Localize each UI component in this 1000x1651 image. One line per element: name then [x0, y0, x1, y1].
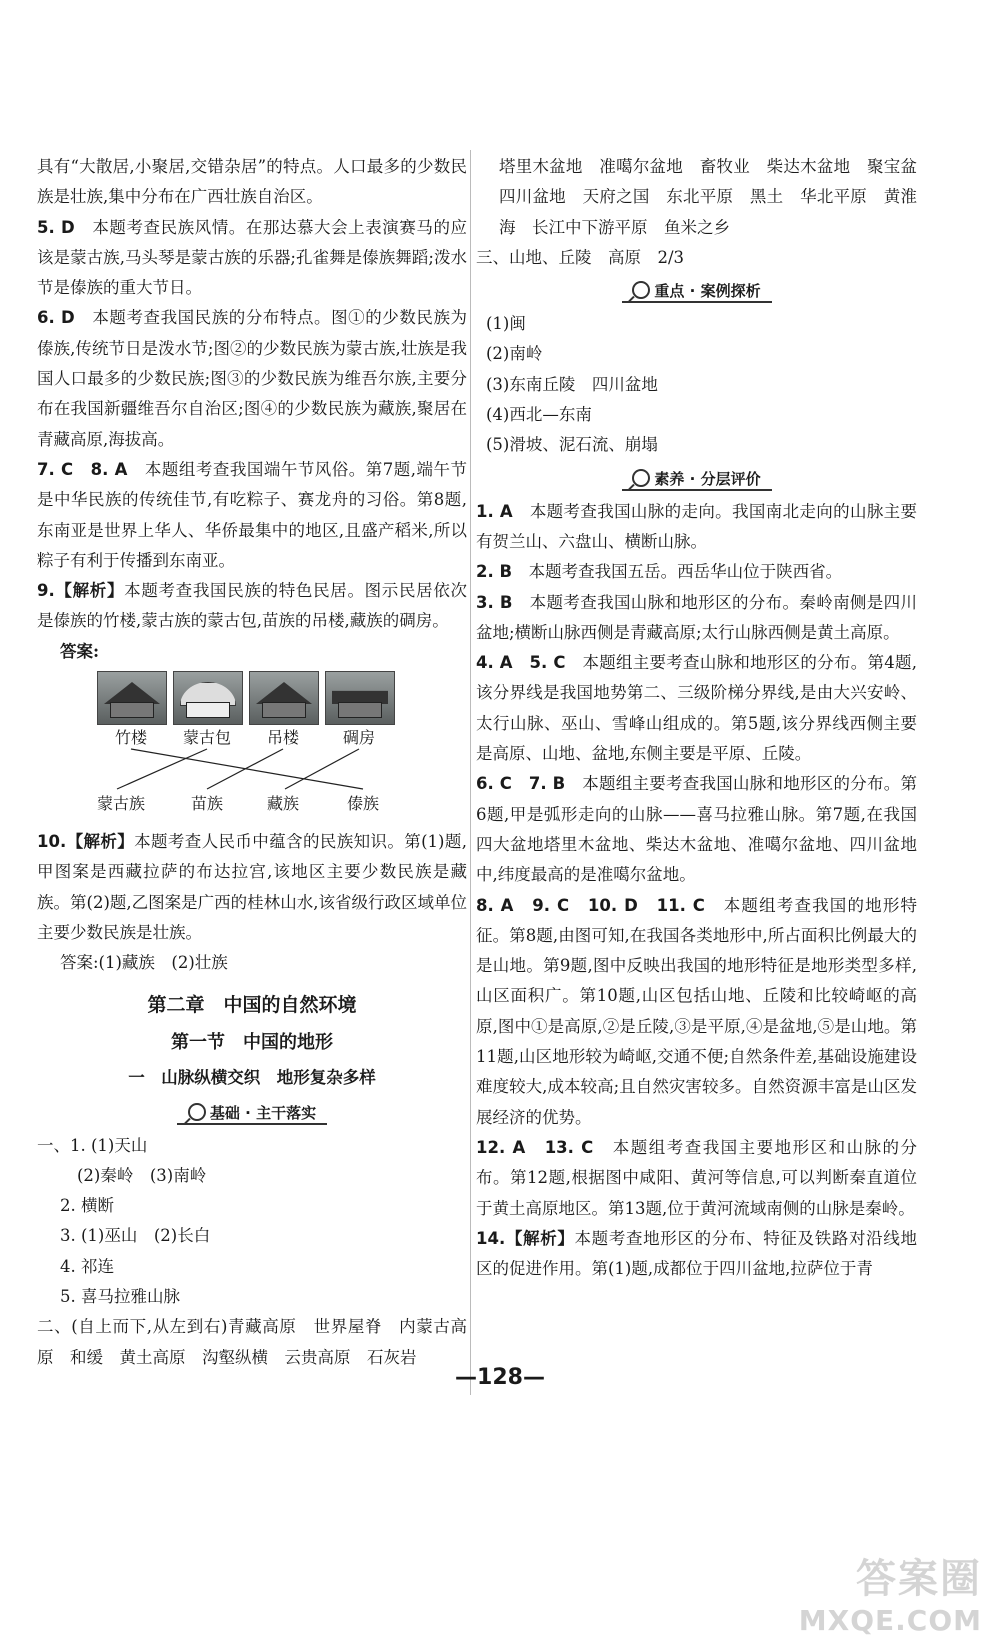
section-tag-basic: [37, 1099, 467, 1125]
ethnic-label-1: 蒙古族: [97, 794, 146, 814]
basic-answer-5: 5. 喜马拉雅山脉: [60, 1287, 180, 1307]
answer-7-8-text: 本题组考查我国端午节风俗。第7题,端午节是中华民族的传统佳节,有吃粽子、赛龙舟的习俗。第8题,东南亚是世界上华人、华侨最集中的地区,且盛产稻米,所以粽子有利于传播到东南亚。: [37, 459, 468, 570]
answer-5-text: 本题考查民族风情。在那达慕大会上表演赛马的应该是蒙古族,马头琴是蒙古族的乐器;孔雀舞是傣族舞蹈;泼水节是傣族的重大节日。: [37, 217, 467, 298]
watermark-line1: 答案圈: [856, 1556, 982, 1602]
section-tag-case-label: 重点 · 案例探析: [654, 282, 761, 301]
basic-answer-4: 4. 祁连: [60, 1256, 114, 1276]
section-tag-case: [476, 277, 917, 303]
answer-10-result: 答案:(1)藏族 (2)壮族: [60, 953, 228, 973]
answer-9-number: 9.【解析】: [37, 581, 125, 601]
basic-answer-part2: 二、(自上而下,从左到右)青藏高原 世界屋脊 内蒙古高原 和缓 黄土高原 沟壑纵横 云贵高原 石灰岩: [37, 1317, 467, 1367]
dwelling-label-1: 竹楼: [115, 728, 148, 748]
left-column: [37, 152, 467, 1373]
answer-6-number: 6. D: [37, 308, 75, 328]
basic-answer-part3: 三、山地、丘陵 高原 2/3: [476, 247, 685, 267]
dwelling-label-3: 吊楼: [267, 728, 300, 748]
answer-9-label: 答案:: [60, 641, 100, 661]
eval-answer-8-11: [476, 891, 917, 1133]
dwelling-label-2: 蒙古包: [183, 728, 232, 748]
page-number: —128—: [455, 1365, 545, 1390]
answer-6: [37, 303, 467, 454]
section-title: 第一节 中国的地形: [171, 1031, 333, 1053]
case-answer-4: (4)西北—东南: [486, 405, 592, 425]
answer-10-number: 10.【解析】: [37, 832, 135, 852]
eval-answer-3-number: 3. B: [476, 592, 513, 612]
eval-answer-8-11-number: 8. A 9. C 10. D 11. C: [476, 895, 705, 915]
basic-answer-2: 2. 横断: [60, 1196, 114, 1216]
case-answer-3: (3)东南丘陵 四川盆地: [486, 374, 658, 394]
eval-answer-1-number: 1. A: [476, 501, 513, 521]
intro-paragraph: 具有“大散居,小聚居,交错杂居”的特点。人口最多的少数民族是壮族,集中分布在广西壮族自治区。: [37, 157, 467, 207]
ethnic-label-2: 苗族: [191, 794, 224, 814]
dwelling-matching-figure: [97, 671, 397, 821]
eval-answer-3: [476, 588, 917, 649]
eval-answer-6-7-number: 6. C 7. B: [476, 774, 566, 794]
chapter-title: 第二章 中国的自然环境: [147, 993, 357, 1016]
eval-answer-2: [476, 557, 917, 587]
ethnic-label-3: 藏族: [267, 794, 300, 814]
eval-answer-8-11-text: 本题组考查我国的地形特征。第8题,由图可知,在我国各类地形中,所占面积比例最大的是山地。第9题,图中反映出我国的地形特征是地形类型多样,山区面积广。第10题,山区包括山地、丘陵和比较崎岖的高原,图中①是高原,②是丘陵,③是平原,④是盆地,⑤是山地。第11题,山区地形较为崎岖,交通不便;自然条件差,基础设施建设难度较大,成本较高;且自然灾害较多。自然资源丰富是山区发展经济的优势。: [476, 895, 918, 1127]
case-answer-2: (2)南岭: [486, 344, 543, 364]
section-tag-evaluation-label: 素养 · 分层评价: [654, 469, 761, 488]
answer-5-number: 5. D: [37, 217, 75, 237]
answer-10: [37, 827, 467, 948]
magnifier-icon: [188, 1103, 206, 1121]
section-tag-basic-label: 基础 · 主干落实: [209, 1103, 317, 1122]
eval-answer-2-text: 本题考查我国五岳。西岳华山位于陕西省。: [528, 562, 843, 582]
case-answer-1: (1)闽: [486, 314, 526, 334]
dwelling-label-4: 碉房: [343, 728, 376, 748]
answer-5: [37, 213, 467, 304]
ethnic-label-4: 傣族: [347, 794, 380, 814]
section-tag-evaluation: [476, 465, 917, 491]
eval-answer-1-text: 本题考查我国山脉的走向。我国南北走向的山脉主要有贺兰山、六盘山、横断山脉。: [476, 501, 918, 551]
eval-answer-12-13: [476, 1133, 917, 1224]
basic-answer-1b: (2)秦岭 (3)南岭: [77, 1165, 207, 1185]
case-answer-5: (5)滑坡、泥石流、崩塌: [486, 435, 658, 455]
part2-continued: 塔里木盆地 准噶尔盆地 畜牧业 柴达木盆地 聚宝盆 四川盆地 天府之国 东北平原 黑土 华北平原 黄淮海 长江中下游平原 鱼米之乡: [499, 157, 934, 237]
magnifier-icon: [632, 281, 650, 299]
answer-10-text: 本题考查人民币中蕴含的民族知识。第(1)题,甲图案是西藏拉萨的布达拉宫,该地区主要少数民族是藏族。第(2)题,乙图案是广西的桂林山水,该省级行政区域单位主要少数民族是壮族。: [37, 832, 467, 942]
subsection-title: 一 山脉纵横交织 地形复杂多样: [128, 1067, 376, 1087]
eval-answer-12-13-text: 本题组考查我国主要地形区和山脉的分布。第12题,根据图中咸阳、黄河等信息,可以判断秦直道位于黄土高原地区。第13题,位于黄河流域南侧的山脉是秦岭。: [476, 1137, 918, 1218]
basic-answer-3: 3. (1)巫山 (2)长白: [60, 1226, 211, 1246]
answer-6-text: 本题考查我国民族的分布特点。图①的少数民族为傣族,传统节日是泼水节;图②的少数民族为蒙古族,壮族是我国人口最多的少数民族;图③的少数民族为维吾尔族,主要分布在我国新疆维吾尔自治区;图④的少数民族为藏族,聚居在青藏高原,海拔高。: [37, 308, 467, 449]
right-column: [476, 152, 934, 1284]
answer-9-text: 本题考查我国民族的特色民居。图示民居依次是傣族的竹楼,蒙古族的蒙古包,苗族的吊楼,藏族的碉房。: [37, 581, 468, 631]
eval-answer-6-7-text: 本题组主要考查我国山脉和地形区的分布。第6题,甲是弧形走向的山脉——喜马拉雅山脉。第7题,在我国四大盆地塔里木盆地、柴达木盆地、准噶尔盆地、四川盆地中,纬度最高的是准噶尔盆地。: [476, 774, 918, 885]
answer-7-8: [37, 455, 467, 576]
eval-answer-6-7: [476, 769, 917, 890]
eval-answer-14: [476, 1224, 917, 1285]
column-divider: [470, 150, 471, 1395]
eval-answer-1: [476, 497, 917, 558]
eval-answer-4-5: [476, 648, 917, 769]
basic-answer-1: 一、1. (1)天山: [37, 1135, 148, 1155]
eval-answer-4-5-text: 本题组主要考查山脉和地形区的分布。第4题,该分界线是我国地势第二、三级阶梯分界线,是由大兴安岭、太行山脉、巫山、雪峰山组成的。第5题,该分界线西侧主要是高原、山地、盆地,东侧主要是平原、丘陵。: [476, 653, 917, 764]
eval-answer-2-number: 2. B: [476, 562, 513, 582]
watermark-logo: [799, 1547, 982, 1637]
eval-answer-12-13-number: 12. A 13. C: [476, 1137, 594, 1157]
eval-answer-4-5-number: 4. A 5. C: [476, 653, 566, 673]
watermark-line2: MXQE.COM: [798, 1604, 982, 1637]
answer-9: [37, 576, 467, 637]
eval-answer-14-number: 14.【解析】: [476, 1228, 575, 1248]
eval-answer-14-text: 本题考查地形区的分布、特征及铁路对沿线地区的促进作用。第(1)题,成都位于四川盆地,拉萨位于青: [476, 1228, 917, 1279]
eval-answer-3-text: 本题考查我国山脉和地形区的分布。秦岭南侧是四川盆地;横断山脉西侧是青藏高原;太行山脉西侧是黄土高原。: [476, 592, 918, 642]
answer-7-8-number: 7. C 8. A: [37, 459, 128, 479]
magnifier-icon: [632, 469, 650, 487]
